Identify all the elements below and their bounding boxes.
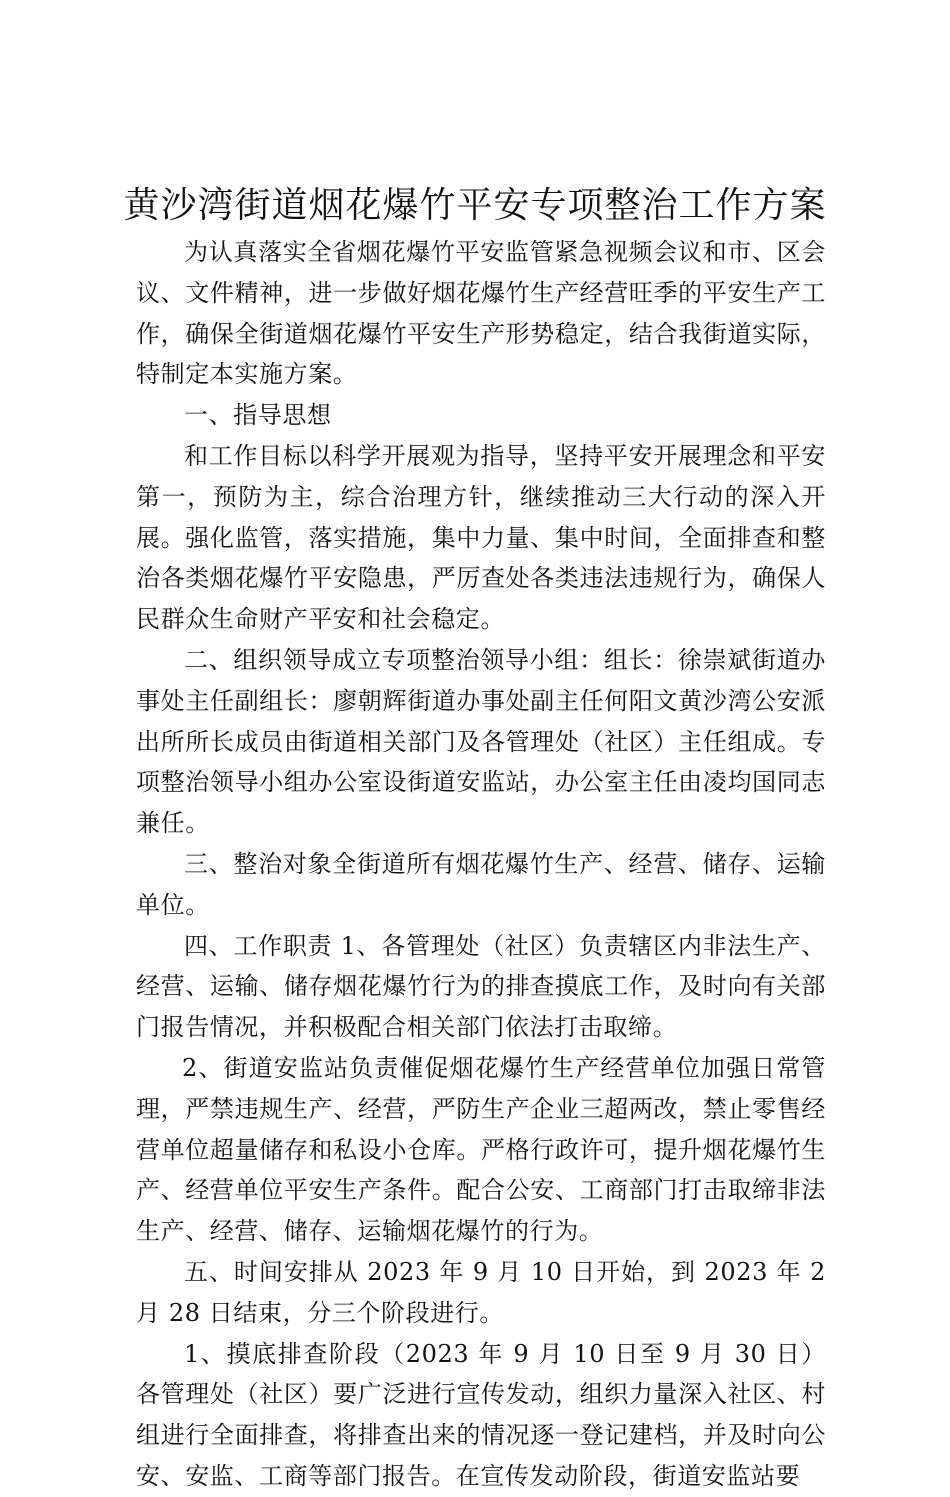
organization-leadership-paragraph: 二、组织领导成立专项整治领导小组：组长：徐崇斌街道办事处主任副组长：廖朝辉街道办事处副主任何阳文黄沙湾公安派出所所长成员由街道相关部门及各管理处（社区）主任组成。专项整治领导小组办公室设街道安监站，办公室主任由凌均国同志兼任。 (136, 645, 826, 838)
safety-station-duties-paragraph: 2、街道安监站负责催促烟花爆竹生产经营单位加强日常管理，严禁违规生产、经营，严防生产企业三超两改，禁止零售经营单位超量储存和私设小仓库。严格行政许可，提升烟花爆竹生产、经营单位平安生产条件。配合公安、工商部门打击取缔非法生产、经营、储存、运输烟花爆竹的行为。 (136, 1053, 826, 1246)
schedule-paragraph: 五、时间安排从 2023 年 9 月 10 日开始，到 2023 年 2 月 28 日结束，分三个阶段进行。 (136, 1257, 826, 1327)
work-duties-paragraph: 四、工作职责 1、各管理处（社区）负责辖区内非法生产、经营、运输、储存烟花爆竹行为的排查摸底工作，及时向有关部门报告情况，并积极配合相关部门依法打击取缔。 (136, 931, 826, 1042)
document-body (136, 232, 826, 1497)
guiding-ideology-paragraph: 和工作目标以科学开展观为指导，坚持平安开展理念和平安第一，预防为主，综合治理方针，继续推动三大行动的深入开展。强化监管，落实措施，集中力量、集中时间，全面排查和整治各类烟花爆竹平安隐患，严厉查处各类违法违规行为，确保人民群众生命财产平安和社会稳定。 (136, 441, 826, 634)
section-heading-guiding-ideology: 一、指导思想 (184, 401, 332, 430)
rectification-targets-paragraph: 三、整治对象全街道所有烟花爆竹生产、经营、储存、运输单位。 (136, 849, 826, 919)
intro-paragraph: 为认真落实全省烟花爆竹平安监管紧急视频会议和市、区会议、文件精神，进一步做好烟花爆竹生产经营旺季的平安生产工作，确保全街道烟花爆竹平安生产形势稳定，结合我街道实际，特制定本实施方案。 (136, 238, 826, 389)
document-title: 黄沙湾街道烟花爆竹平安专项整治工作方案 (123, 185, 827, 226)
investigation-phase-paragraph: 1、摸底排查阶段（2023 年 9 月 10 日至 9 月 30 日）各管理处（社区）要广泛进行宣传发动，组织力量深入社区、村组进行全面排查，将排查出来的情况逐一登记建档，并及时向公安、安监、工商等部门报告。在宣传发动阶段，街道安监站要 (136, 1339, 826, 1490)
